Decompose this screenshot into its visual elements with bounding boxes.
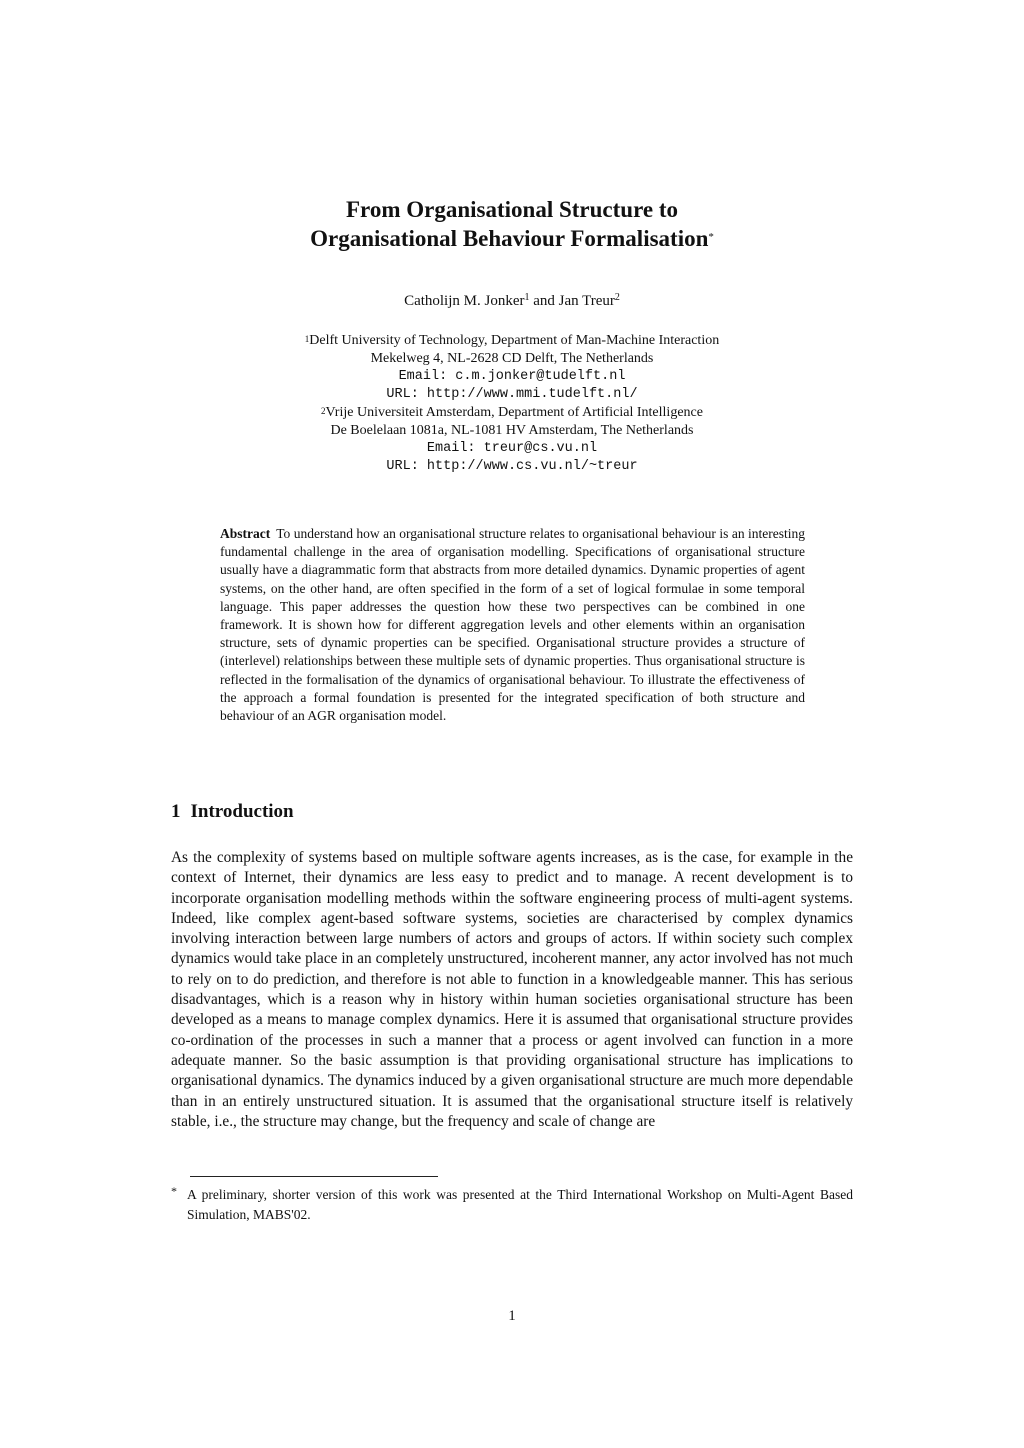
author-jonker: Catholijn M. Jonker: [404, 293, 525, 309]
title-line-2-text: Organisational Behaviour Formalisation: [310, 226, 709, 251]
section-heading-introduction: [171, 800, 294, 824]
author-2-affiliation-mark: 2: [614, 292, 620, 303]
footnote-text: A preliminary, shorter version of this work was presented at the Third International Workshop on Multi-Agent Based Simulation, MABS'02.: [187, 1187, 853, 1222]
affiliation-2-mark: 2: [321, 406, 326, 416]
affiliation-1-name: Delft University of Technology, Department of Man-Machine Interaction: [309, 333, 720, 348]
paper-title-line-2: [0, 225, 1024, 253]
author-list: [0, 290, 1024, 312]
affiliation-2-url: URL: http://www.cs.vu.nl/~treur: [386, 459, 638, 474]
footnote-divider: [190, 1176, 438, 1177]
title-line-1-text: From Organisational Structure to: [346, 197, 678, 222]
abstract: [220, 525, 805, 725]
affiliation-1-mark: 1: [304, 334, 310, 344]
affiliation-1-email: Email: c.m.jonker@tudelft.nl: [398, 369, 626, 384]
affiliation-1-address: Mekelweg 4, NL-2628 CD Delft, The Netherlands: [370, 351, 654, 366]
author-connector: and: [529, 293, 559, 309]
footnote: [171, 1185, 853, 1225]
section-number: 1: [171, 801, 181, 822]
paper-title-line-1: [0, 196, 1024, 224]
footnote-mark: *: [171, 1184, 177, 1198]
abstract-label: Abstract: [220, 526, 271, 541]
section-title: Introduction: [190, 801, 294, 822]
affiliation-2-institution: [0, 404, 1024, 422]
affiliation-2-address: De Boelelaan 1081a, NL-1081 HV Amsterdam, The Netherlands: [330, 423, 694, 438]
introduction-paragraph: As the complexity of systems based on multiple software agents increases, as is the case, for example in the context of Internet, their dynamics are less easy to predict and to manage. A recent development is to incorporate organisation modelling methods within the software engineering process of multi-agent systems. Indeed, like complex agent-based software systems, societies are characterised by complex dynamics involving interaction between large numbers of actors and groups of actors. If within society such complex dynamics would take place in an completely unstructured, incoherent manner, any actor involved has not much to rely on to do prediction, and therefore is not able to function in a knowledgeable manner. This has serious disadvantages, which is a reason why in history within human societies organisational structure has been developed as a means to manage complex dynamics. Here it is assumed that organisational structure provides co-ordination of the processes in such a manner that a process or agent involved can function in a more adequate manner. So the basic assumption is that providing organisational structure has implications to organisational dynamics. The dynamics induced by a given organisational structure are much more dependable than in an entirely unstructured situation. It is assumed that the organisational structure itself is relatively stable, i.e., the structure may change, but the frequency and scale of change are: [171, 849, 853, 1130]
author-treur: Jan Treur: [558, 293, 615, 309]
affiliation-2-email: Email: treur@cs.vu.nl: [426, 441, 598, 456]
abstract-text: To understand how an organisational structure relates to organisational behaviour is an interesting fundamental challenge in the area of organisation modelling. Specifications of organisational structure usually have a diagrammatic form that abstracts from more detailed dynamics. Dynamic properties of agent systems, on the other hand, are often specified in the form of a set of logical formulae in some temporal language. This paper addresses the question how these two perspectives can be combined in one framework. It is shown how for different aggregation levels and other elements within an organisation structure, sets of dynamic properties can be specified. Organisational structure provides a structure of (interlevel) relationships between these multiple sets of dynamic properties. Thus organisational structure is reflected in the formalisation of the dynamics of organisational behaviour. To illustrate the effectiveness of the approach a formal foundation is presented for the integrated specification of both structure and behaviour of an AGR organisation model.: [220, 526, 805, 724]
affiliation-1-institution: [0, 332, 1024, 350]
affiliation-2-name: Vrije Universiteit Amsterdam, Department of Artificial Intelligence: [325, 405, 703, 420]
page-number: 1: [508, 1308, 516, 1324]
title-footnote-mark: *: [708, 231, 714, 243]
author-1-affiliation-mark: 1: [524, 292, 530, 303]
affiliation-1-url: URL: http://www.mmi.tudelft.nl/: [386, 387, 638, 402]
